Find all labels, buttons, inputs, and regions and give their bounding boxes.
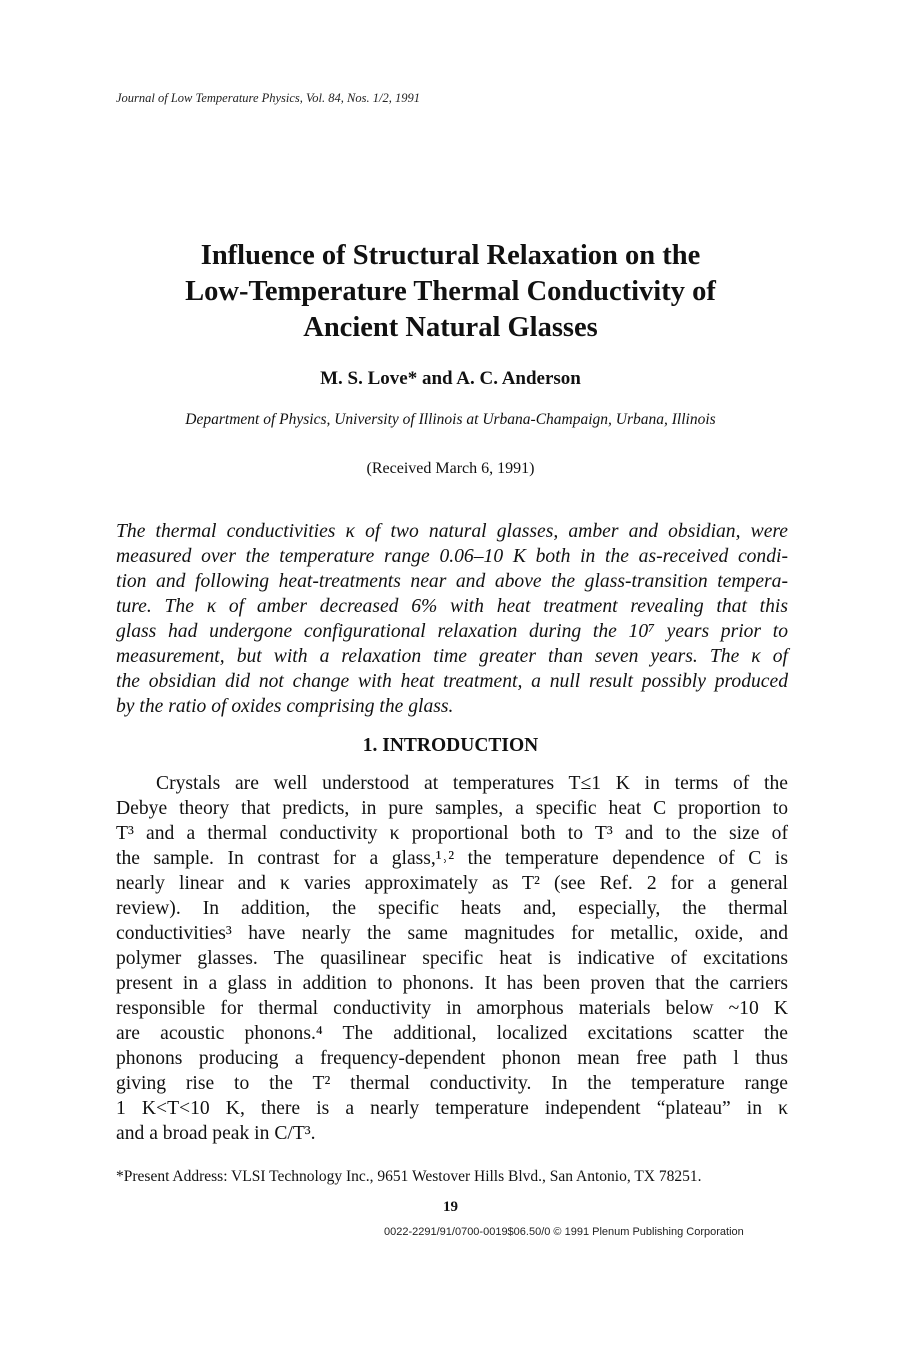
title-line: Influence of Structural Relaxation on the [200,240,701,271]
authors: M. S. Love* and A. C. Anderson [320,368,581,389]
body-line: present in a glass in addition to phonons. It has been proven that the carriers [116,973,788,994]
body-line: polymer glasses. The quasilinear specific heat is indicative of excitations [116,948,788,969]
body-line: Debye theory that predicts, in pure samples, a specific heat C proportion to [116,798,788,819]
body-line: conductivities³ have nearly the same magnitudes for metallic, oxide, and [116,923,788,944]
abstract-line: tion and following heat-treatments near and above the glass-transition tempera- [116,571,788,592]
body-line: review). In addition, the specific heats and, especially, the thermal [116,898,788,919]
abstract [116,519,788,719]
section-heading: 1. INTRODUCTION [362,735,539,756]
received-date: (Received March 6, 1991) [366,460,535,477]
abstract-line: measured over the temperature range 0.06–10 K both in the as-received condi- [116,546,788,567]
body-line: Crystals are well understood at temperatures T≤1 K in terms of the [156,773,788,794]
paper-title [0,238,901,346]
abstract-line: by the ratio of oxides comprising the glass. [116,696,454,717]
body-line: phonons producing a frequency-dependent phonon mean free path l thus [116,1048,788,1069]
body-line: are acoustic phonons.⁴ The additional, localized excitations scatter the [116,1023,788,1044]
body-line: and a broad peak in C/T³. [116,1123,316,1144]
abstract-line: The thermal conductivities κ of two natural glasses, amber and obsidian, were [116,521,788,542]
body-line: the sample. In contrast for a glass,¹˒² the temperature dependence of C is [116,848,788,869]
affiliation: Department of Physics, University of Illinois at Urbana-Champaign, Urbana, Illinois [185,411,716,428]
body-line: responsible for thermal conductivity in amorphous materials below ~10 K [116,998,788,1019]
copyright-line: 0022-2291/91/0700-0019$06.50/0 © 1991 Plenum Publishing Corporation [384,1226,744,1238]
title-line: Low-Temperature Thermal Conductivity of [185,276,716,307]
body-line: giving rise to the T² thermal conductivity. In the temperature range [116,1073,788,1094]
footnote: *Present Address: VLSI Technology Inc., 9651 Westover Hills Blvd., San Antonio, TX 78251. [116,1168,702,1185]
abstract-line: ture. The κ of amber decreased 6% with heat treatment revealing that this [116,596,788,617]
abstract-line: measurement, but with a relaxation time greater than seven years. The κ of [116,646,788,667]
abstract-line: glass had undergone configurational relaxation during the 10⁷ years prior to [116,621,788,642]
body-line: 1 K<T<10 K, there is a nearly temperature independent “plateau” in κ [116,1098,788,1119]
body-line: T³ and a thermal conductivity κ proportional both to T³ and to the size of [116,823,788,844]
introduction-text [116,771,788,1146]
body-line: nearly linear and κ varies approximately as T² (see Ref. 2 for a general [116,873,788,894]
title-line: Ancient Natural Glasses [303,312,598,343]
abstract-line: the obsidian did not change with heat treatment, a null result possibly produced [116,671,788,692]
journal-citation: Journal of Low Temperature Physics, Vol. 84, Nos. 1/2, 1991 [116,91,420,105]
page-number: 19 [443,1199,458,1215]
